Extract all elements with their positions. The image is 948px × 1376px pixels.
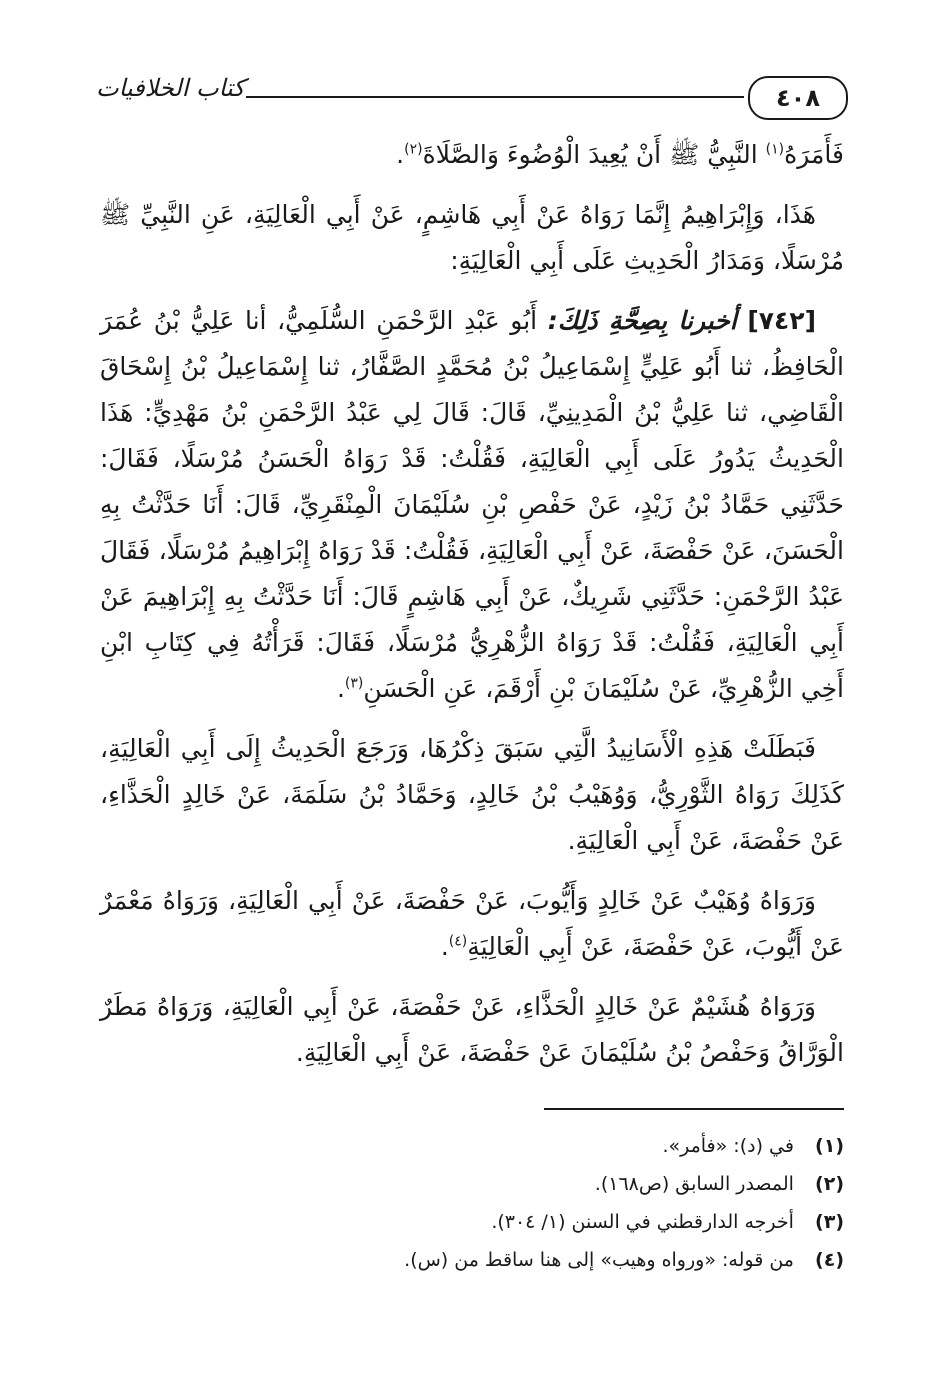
footnote-number: (١) (815, 1135, 844, 1157)
paragraph-5 (100, 878, 844, 970)
footnote-item (104, 1128, 844, 1164)
footnote-divider (544, 1108, 844, 1110)
footnote-text: أخرجه الدارقطني في السنن (١/ ٣٠٤). (491, 1211, 794, 1233)
main-text (100, 132, 844, 1090)
footnote-number: (٢) (815, 1173, 844, 1195)
paragraph-1-text-b: النَّبِيُّ ﷺ أَنْ يُعِيدَ الْوُضُوءَ وَالصَّلَاةَ (422, 140, 766, 169)
paragraph-1-text-a: فَأَمَرَهُ (784, 140, 844, 169)
paragraph-2: هَذَا، وَإِبْرَاهِيمُ إِنَّمَا رَوَاهُ عَنْ أَبِي هَاشِمٍ، عَنْ أَبِي الْعَالِيَةِ، عَنِ النَّبِيِّ ﷺ مُرْسَلًا، وَمَدَارُ الْحَدِيثِ عَلَى أَبِي الْعَالِيَةِ: (100, 200, 844, 275)
paragraph-6: وَرَوَاهُ هُشَيْمٌ عَنْ خَالِدٍ الْحَذَّاءِ، عَنْ حَفْصَةَ، عَنْ أَبِي الْعَالِيَةِ، وَرَوَاهُ مَطَرٌ الْوَرَّاقُ وَحَفْصُ بْنُ سُلَيْمَانَ عَنْ حَفْصَةَ، عَنْ أَبِي الْعَالِيَةِ. (100, 992, 844, 1067)
footnote-text: في (د): «فأمر». (662, 1135, 794, 1157)
paragraph-4: فَبَطَلَتْ هَذِهِ الْأَسَانِيدُ الَّتِي سَبَقَ ذِكْرُهَا، وَرَجَعَ الْحَدِيثُ إِلَى أَبِي الْعَالِيَةِ، كَذَلِكَ رَوَاهُ الثَّوْرِيُّ، وَوُهَيْبُ بْنُ خَالِدٍ، وَحَمَّادُ بْنُ سَلَمَةَ، عَنْ خَالِدٍ الْحَذَّاءِ، عَنْ حَفْصَةَ، عَنْ أَبِي الْعَالِيَةِ. (100, 734, 844, 855)
paragraph-1 (100, 132, 844, 178)
hadith-text-end: . (336, 674, 345, 703)
hadith-lead: أخبرنا بِصِحَّةِ ذَلِكَ: (547, 306, 737, 335)
footnote-item (104, 1204, 844, 1240)
paragraph-5-end: . (440, 932, 449, 961)
footnote-number: (٤) (815, 1249, 844, 1271)
hadith-text: أَبُو عَبْدِ الرَّحْمَنِ السُّلَمِيُّ، أنا عَلِيُّ بْنُ عُمَرَ الْحَافِظُ، ثنا أَبُو عَلِيٍّ إِسْمَاعِيلُ بْنُ مُحَمَّدٍ الصَّفَّارُ، ثنا إِسْمَاعِيلُ بْنُ إِسْحَاقَ الْقَاضِي، ثنا عَلِيُّ بْنُ الْمَدِينِيِّ، قَالَ: قَالَ لِي عَبْدُ الرَّحْمَنِ بْنُ مَهْدِيٍّ: هَذَا الْحَدِيثُ يَدُورُ عَلَى أَبِي الْعَالِيَةِ، فَقُلْتُ: قَدْ رَوَاهُ الْحَسَنُ مُرْسَلًا، فَقَالَ: حَدَّثَنِي حَمَّادُ بْنُ زَيْدٍ، عَنْ حَفْصِ بْنِ سُلَيْمَانَ الْمِنْقَرِيِّ، قَالَ: أَنَا حَدَّثْتُ بِهِ الْحَسَنَ، عَنْ حَفْصَةَ، عَنْ أَبِي الْعَالِيَةِ، فَقُلْتُ: قَدْ رَوَاهُ إِبْرَاهِيمُ مُرْسَلًا، فَقَالَ عَبْدُ الرَّحْمَنِ: حَدَّثَنِي شَرِيكٌ، عَنْ أَبِي هَاشِمٍ قَالَ: أَنَا حَدَّثْتُ بِهِ إِبْرَاهِيمَ عَنْ أَبِي الْعَالِيَةِ، فَقُلْتُ: قَدْ رَوَاهُ الزُّهْرِيُّ مُرْسَلًا، فَقَالَ: قَرَأْتُهُ فِي كِتَابِ ابْنِ أَخِي الزُّهْرِيِّ، عَنْ سُلَيْمَانَ بْنِ أَرْقَمَ، عَنِ الْحَسَنِ (100, 306, 844, 703)
footnotes-list (104, 1128, 844, 1280)
footnote-item (104, 1166, 844, 1202)
footnote-number: (٣) (815, 1211, 844, 1233)
page-number: ٤٠٨ (748, 76, 848, 120)
footnote-item (104, 1242, 844, 1278)
book-title: كتاب الخلافيات (96, 74, 245, 102)
paragraph-3-hadith (100, 298, 844, 712)
footnote-text: من قوله: «ورواه وهيب» إلى هنا ساقط من (س). (404, 1249, 794, 1271)
footnote-ref-3[interactable]: (٣) (344, 675, 364, 692)
page-header (96, 72, 848, 124)
footnote-text: المصدر السابق (ص١٦٨). (594, 1173, 794, 1195)
header-divider (246, 96, 744, 98)
footnote-ref-4[interactable]: (٤) (448, 933, 468, 950)
paragraph-5-text: وَرَوَاهُ وُهَيْبٌ عَنْ خَالِدٍ وَأَيُّوبَ، عَنْ حَفْصَةَ، عَنْ أَبِي الْعَالِيَةِ، وَرَوَاهُ مَعْمَرٌ عَنْ أَيُّوبَ، عَنْ حَفْصَةَ، عَنْ أَبِي الْعَالِيَةِ (100, 886, 844, 961)
paragraph-1-text-c: . (396, 140, 405, 169)
footnote-ref-1[interactable]: (١) (765, 141, 785, 158)
hadith-number: [٧٤٢] (747, 306, 817, 335)
footnote-ref-2[interactable]: (٢) (404, 141, 423, 158)
